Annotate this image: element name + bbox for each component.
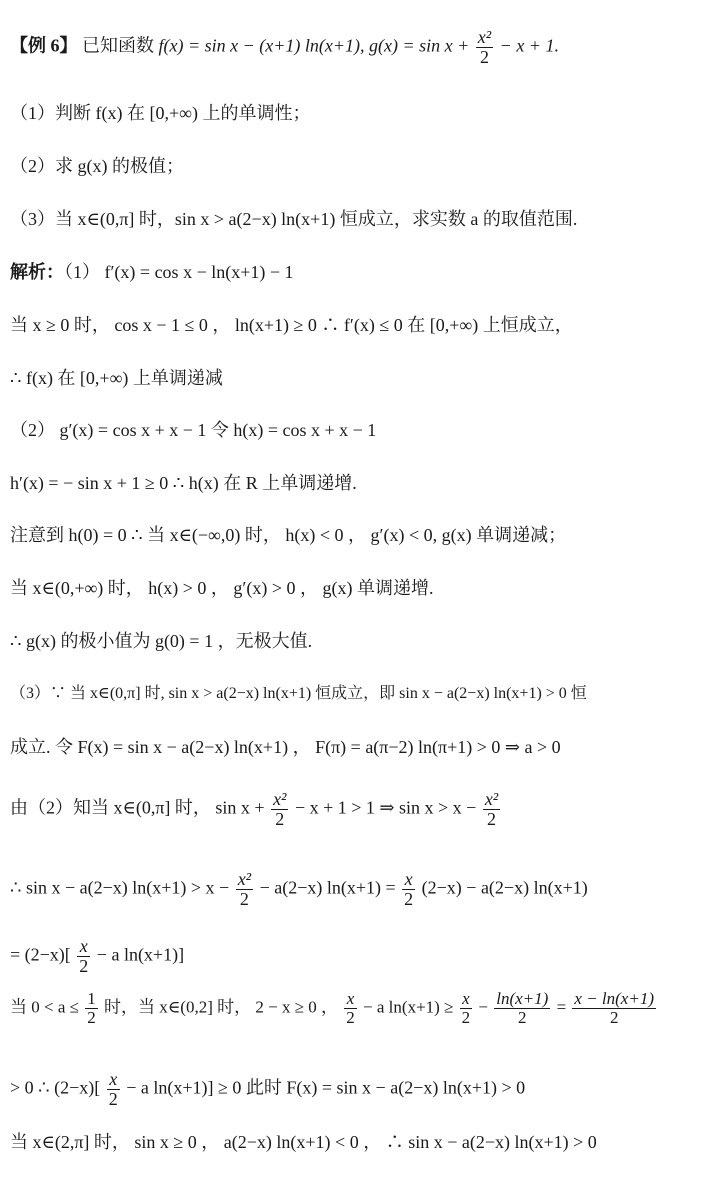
solution-line-6: 注意到 h(0) = 0 ∴ 当 x∈(−∞,0) 时， h(x) < 0 ， g′(x) < 0, g(x) 单调递减； bbox=[10, 525, 567, 545]
solution-line-12: ∴ sin x − a(2−x) ln(x+1) > x − $\frac{\text{x²}}{2}$ − a(2−x) ln(x+1) = $\frac{x}{2}$ (2−x) − a(2−x) ln(x+1) bbox=[10, 869, 588, 909]
solution-line-9: （3）∵ 当 x∈(0,π] 时, sin x > a(2−x) ln(x+1) 恒成立，即 sin x − a(2−x) ln(x+1) > 0 恒 bbox=[10, 685, 587, 702]
fraction: $\frac{\text{x²}}{2}$ bbox=[273, 789, 287, 829]
solution-line-2: 当 x ≥ 0 时， cos x − 1 ≤ 0 ， ln(x+1) ≥ 0 ∴ f′(x) ≤ 0 在 [0,+∞) 上恒成立， bbox=[10, 315, 573, 335]
solution-line-3: ∴ f(x) 在 [0,+∞) 上单调递减 bbox=[10, 368, 223, 388]
fraction: $\frac{\text{x²}}{2}$ bbox=[484, 789, 499, 829]
solution-line-7: 当 x∈(0,+∞) 时， h(x) > 0 ， g′(x) > 0 ， g(x) 单调递增. bbox=[10, 578, 434, 598]
solution-line-8: ∴ g(x) 的极小值为 g(0) = 1 ，无极大值. bbox=[10, 631, 313, 651]
solution-label: 解析： bbox=[10, 262, 64, 282]
fraction: $\frac{x}{2}$ bbox=[108, 1069, 118, 1109]
solution-line-15: > 0 ∴ (2−x)[ $\frac{x}{2}$ − a ln(x+1)] ≥ 0 此时 F(x) = sin x − a(2−x) ln(x+1) > 0 bbox=[10, 1069, 526, 1109]
solution-line-11: 由（2）知当 x∈(0,π] 时， sin x + $\frac{\text{x²}}{2}$ − x + 1 > 1 ⇒ sin x > x − $\frac{\text{x²}}{2}$ bbox=[10, 789, 499, 829]
question-2: （2）求 g(x) 的极值； bbox=[10, 156, 184, 176]
solution-line-14: 当 0 < a ≤ $\frac{1}{2}$ 时，当 x∈(0,2] 时， 2 − x ≥ 0 ， $\frac{x}{2}$ − a ln(x+1) ≥ $\frac{x}{2}$ − $\frac{\ln(x+1)}{2}$ = $\frac{x - \ln(x+1)}{2}$ bbox=[10, 989, 654, 1027]
example-intro: 已知函数 bbox=[82, 35, 154, 56]
fraction: $\frac{\ln(x+1)}{2}$ bbox=[496, 989, 549, 1027]
solution-line-5: h′(x) = − sin x + 1 ≥ 0 ∴ h(x) 在 R 上单调递增. bbox=[10, 473, 357, 493]
fraction: $\frac{x - \ln(x+1)}{2}$ bbox=[574, 989, 654, 1027]
fraction: $\frac{x}{2}$ bbox=[79, 936, 89, 976]
question-1: （1）判断 f(x) 在 [0,+∞) 上的单调性； bbox=[10, 103, 311, 123]
fraction: $\frac{x}{2}$ bbox=[346, 989, 355, 1027]
solution-line-13: = (2−x)[ $\frac{x}{2}$ − a ln(x+1)] bbox=[10, 936, 185, 976]
solution-line-1: 解析：（1） f′(x) = cos x − ln(x+1) − 1 bbox=[10, 262, 294, 282]
solution-line-16: 当 x∈(2,π] 时， sin x ≥ 0 ， a(2−x) ln(x+1) < 0 ， ∴ sin x − a(2−x) ln(x+1) > 0 bbox=[10, 1132, 597, 1152]
fraction: $\frac{\text{x²}}{2}$ bbox=[237, 869, 252, 909]
example-label: 【例 6】 bbox=[10, 35, 78, 56]
example-statement bbox=[10, 28, 559, 67]
fraction: $\frac{x}{2}$ bbox=[404, 869, 414, 909]
g-definition-pre: g(x) = sin x + bbox=[369, 35, 470, 56]
g-fraction: $\frac{\text{x²}}{2}$ bbox=[477, 27, 492, 67]
fraction: $\frac{1}{2}$ bbox=[87, 989, 96, 1027]
solution-line-4: （2） g′(x) = cos x + x − 1 令 h(x) = cos x + x − 1 bbox=[10, 420, 377, 440]
question-3: （3）当 x∈(0,π] 时，sin x > a(2−x) ln(x+1) 恒成立，求实数 a 的取值范围. bbox=[10, 209, 578, 229]
solution-line-10: 成立. 令 F(x) = sin x − a(2−x) ln(x+1) ， F(π) = a(π−2) ln(π+1) > 0 ⇒ a > 0 bbox=[10, 737, 561, 757]
g-definition-post: − x + 1. bbox=[499, 35, 559, 56]
f-definition: f(x) = sin x − (x+1) ln(x+1), bbox=[158, 35, 365, 56]
fraction: $\frac{x}{2}$ bbox=[461, 989, 471, 1027]
